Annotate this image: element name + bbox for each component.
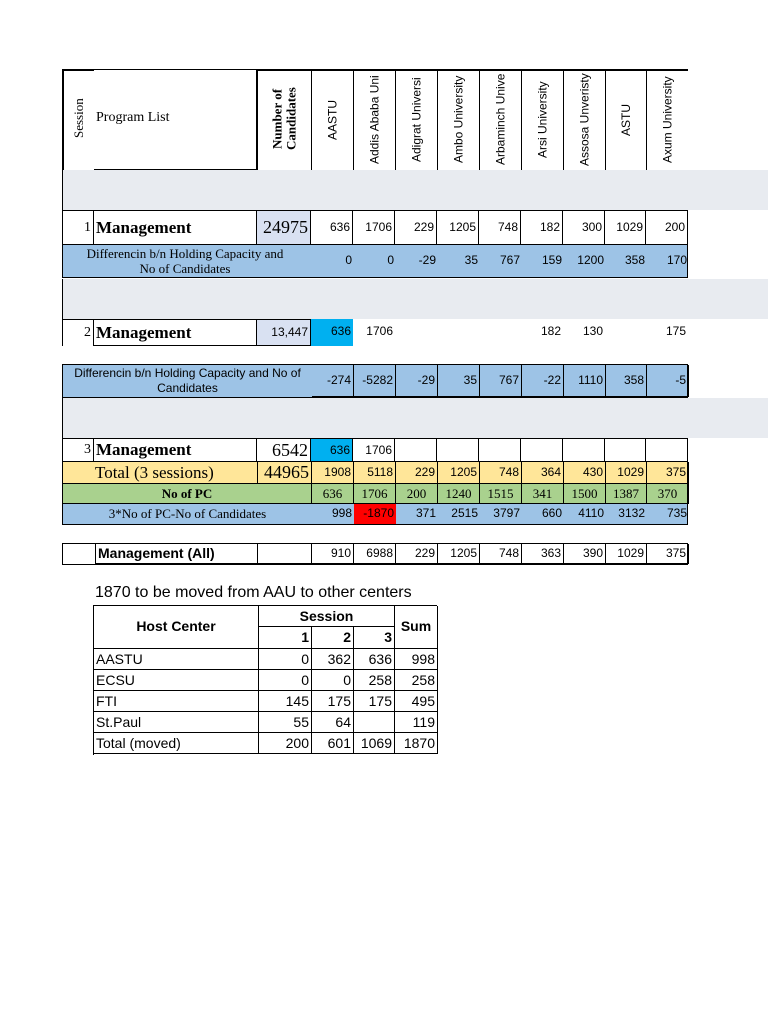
moved-title: 1870 to be moved from AAU to other centers: [95, 584, 412, 601]
diff-label: Differencin b/n Holding Capacity and No of Candidates: [86, 246, 284, 276]
session2-diff-cell: -22: [522, 365, 564, 397]
moved-value-s1: 0: [259, 670, 312, 691]
session-number: 3: [62, 438, 94, 462]
session2-cell: 175: [665, 324, 686, 338]
session1-diff-cell: 358: [624, 253, 645, 267]
mgmt-all-row: [62, 543, 688, 565]
spacer-band: [62, 170, 768, 210]
total-cell: 430: [564, 462, 606, 484]
candidate-count: 24975: [257, 210, 311, 245]
moved-value-s3: 175: [354, 691, 395, 712]
session2-cell: 1706: [366, 324, 393, 338]
moved-value-sum: 495: [395, 691, 438, 712]
session-number: 2: [62, 319, 94, 346]
header-center-7: ASTU: [605, 70, 646, 170]
moved-value-s3: 258: [354, 670, 395, 691]
moved-value-s1: 55: [259, 712, 312, 733]
total-label: Total (3 sessions): [63, 462, 258, 484]
session2-diff-cell: 1110: [564, 365, 606, 397]
moved-value-s2: 362: [312, 649, 354, 670]
pc3-row: [62, 504, 688, 525]
mgmt-all-cell: 375: [647, 544, 689, 564]
pc-cell: 1500: [564, 484, 606, 504]
session2-diff-cell: -5: [647, 365, 689, 397]
session-num-2: 2: [312, 627, 354, 649]
moved-value-sum: 119: [395, 712, 438, 733]
session-num-3: 3: [354, 627, 395, 649]
session1-cell: 636: [311, 210, 353, 245]
session2-cell: [395, 319, 437, 346]
host-center-name: St.Paul: [94, 712, 259, 733]
pc3-cell: 660: [541, 506, 562, 520]
session3-cell: [563, 438, 605, 462]
moved-value-s3: 1069: [354, 733, 395, 754]
session1-diff-cell: 170: [666, 253, 687, 267]
header-num-candidates: Number of Candidates: [257, 70, 311, 170]
session1-cell: 300: [563, 210, 605, 245]
session2-diff-cell: -29: [396, 365, 438, 397]
header-center-2: Adigrat Universi: [395, 70, 437, 170]
mgmt-all-empty: [258, 544, 312, 564]
pc-cell: 636: [312, 484, 354, 504]
session1-cell: 1706: [353, 210, 395, 245]
session3-cell: [521, 438, 563, 462]
moved-value-s1: 200: [259, 733, 312, 754]
header-center-8: Axum University: [646, 70, 688, 170]
host-center-header: Host Center: [94, 606, 259, 649]
session2-row: [62, 319, 688, 346]
mgmt-all-cell: 6988: [354, 544, 396, 564]
moved-value-s3: 636: [354, 649, 395, 670]
total-cell: 5118: [354, 462, 396, 484]
header-program-list: Program List: [94, 70, 257, 170]
host-center-name: Total (moved): [94, 733, 259, 754]
session1-diff-row: [62, 245, 688, 278]
mgmt-all-cell: 229: [396, 544, 438, 564]
session2-diff-cell: 35: [438, 365, 480, 397]
header-center-4: Arbaminch Unive: [479, 70, 521, 170]
moved-value-s1: 0: [259, 649, 312, 670]
session2-diff-cell: -274: [312, 365, 354, 397]
header-center-5: Arsi University: [521, 70, 563, 170]
moved-value-s1: 145: [259, 691, 312, 712]
mgmt-all-cell: 1029: [606, 544, 647, 564]
pc-cell: 1387: [606, 484, 647, 504]
header-center-6: Assosa Unveristy: [563, 70, 605, 170]
session1-diff-cell: 0: [387, 253, 394, 267]
spacer-band: [62, 398, 768, 438]
header-session: Session: [63, 70, 94, 170]
pc-cell: 1706: [354, 484, 396, 504]
moved-value-s2: 175: [312, 691, 354, 712]
mgmt-all-cell: 390: [564, 544, 606, 564]
moved-value-sum: 1870: [395, 733, 438, 754]
total-cell: 364: [522, 462, 564, 484]
session2-cell: 130: [582, 324, 603, 338]
spacer-band: [62, 279, 768, 319]
sum-header: Sum: [395, 606, 438, 649]
host-center-name: AASTU: [94, 649, 259, 670]
session3-cell: 1706: [353, 438, 395, 462]
total-cell: 1029: [606, 462, 647, 484]
pc3-cell: 998: [331, 506, 352, 520]
moved-value-s3: [354, 712, 395, 733]
session3-cell: [437, 438, 479, 462]
pc3-cell: 2515: [451, 506, 478, 520]
pc-cell: 341: [522, 484, 564, 504]
total-candidates: 44965: [258, 462, 312, 484]
session1-diff-cell: 35: [464, 253, 478, 267]
session3-cell: [479, 438, 521, 462]
session2-cell: 182: [540, 324, 561, 338]
pc-label: No of PC: [63, 484, 312, 504]
pc-cell: 1515: [480, 484, 522, 504]
pc3-cell: -1870: [354, 504, 396, 524]
pc-row: [62, 484, 688, 504]
session3-row: [62, 438, 688, 462]
moved-value-s2: 601: [312, 733, 354, 754]
moved-value-s2: 64: [312, 712, 354, 733]
host-center-name: FTI: [94, 691, 259, 712]
pc-cell: 1240: [438, 484, 480, 504]
header-center-3: Ambo University: [437, 70, 479, 170]
session3-cell: [395, 438, 437, 462]
mgmt-all-cell: 363: [522, 544, 564, 564]
session2-diff-cell: 358: [606, 365, 647, 397]
session1-cell: 1029: [605, 210, 646, 245]
session-number: 1: [62, 210, 94, 245]
session3-cell: [605, 438, 646, 462]
moved-value-sum: 998: [395, 649, 438, 670]
session1-cell: 200: [646, 210, 688, 245]
program-name: Management: [94, 319, 257, 346]
session1-row: [62, 210, 688, 245]
session1-cell: 229: [395, 210, 437, 245]
total-cell: 1205: [438, 462, 480, 484]
mgmt-all-label: Management (All): [95, 544, 258, 564]
candidate-count: 13,447: [257, 319, 311, 346]
session1-diff-cell: 1200: [577, 253, 604, 267]
program-name: Management: [94, 438, 257, 462]
session1-cell: 748: [479, 210, 521, 245]
session-num-1: 1: [259, 627, 312, 649]
program-name: Management: [94, 210, 257, 245]
session2-cell: [437, 319, 479, 346]
pc-cell: 200: [396, 484, 438, 504]
header-center-0: AASTU: [311, 70, 353, 170]
session1-diff-cell: 767: [499, 253, 520, 267]
session2-cell: 636: [311, 319, 353, 346]
session2-cell: [605, 319, 646, 346]
total-cell: 229: [396, 462, 438, 484]
session1-diff-cell: 159: [541, 253, 562, 267]
mgmt-all-cell: 910: [312, 544, 354, 564]
moved-value-s2: 0: [312, 670, 354, 691]
session3-cell: [646, 438, 688, 462]
session3-cell: 636: [311, 438, 353, 462]
pc3-cell: 4110: [578, 506, 604, 520]
total-cell: 1908: [312, 462, 354, 484]
session2-cell: [479, 319, 521, 346]
session1-cell: 182: [521, 210, 563, 245]
host-center-name: ECSU: [94, 670, 259, 691]
total-cell: 748: [480, 462, 522, 484]
session2-diff-row: [62, 364, 688, 398]
moved-table: [93, 605, 437, 755]
session-header: Session: [259, 606, 395, 627]
pc-cell: 370: [647, 484, 689, 504]
session2-diff-cell: 767: [480, 365, 522, 397]
moved-value-sum: 258: [395, 670, 438, 691]
session1-diff-cell: 0: [345, 253, 352, 267]
pc3-cell: 371: [415, 506, 436, 520]
session2-diff-cell: -5282: [354, 365, 396, 397]
diff-label: Differencin b/n Holding Capacity and No of Candidates: [74, 366, 301, 395]
header-center-1: Addis Ababa Uni: [353, 70, 395, 170]
total-cell: 375: [647, 462, 689, 484]
candidate-count: 6542: [257, 438, 311, 462]
pc3-label: 3*No of PC-No of Candidates: [108, 506, 267, 521]
session1-cell: 1205: [437, 210, 479, 245]
pc3-cell: 3797: [493, 506, 520, 520]
mgmt-all-cell: 1205: [438, 544, 480, 564]
total-row: [62, 462, 688, 484]
pc3-cell: 735: [666, 506, 687, 520]
pc3-cell: 3132: [618, 506, 645, 520]
session1-diff-cell: -29: [418, 253, 436, 267]
mgmt-all-cell: 748: [480, 544, 522, 564]
